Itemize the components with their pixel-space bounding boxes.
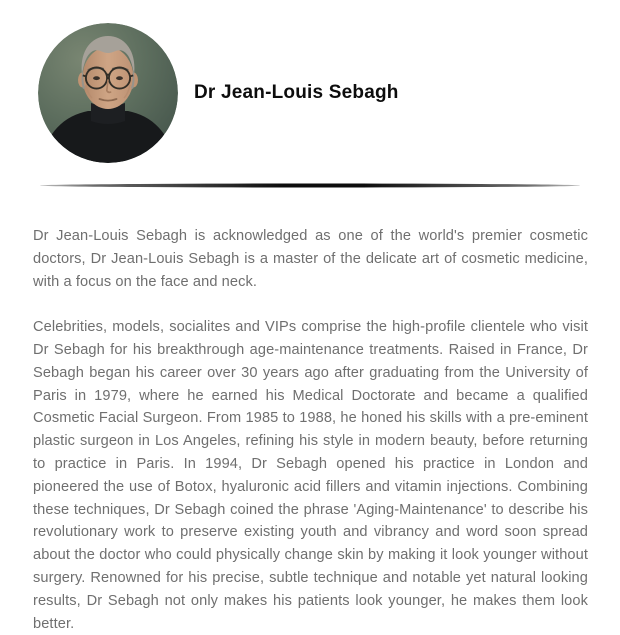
avatar: [38, 23, 178, 163]
doctor-portrait-image: [38, 23, 178, 163]
bio-paragraph-1: Dr Jean-Louis Sebagh is acknowledged as one of the world's premier cosmetic doctors, Dr Jean-Louis Sebagh is a master of the delicate art of cosmetic medicine, with a focus on the face and neck.: [33, 228, 588, 290]
profile-header: [38, 23, 399, 163]
page-title: Dr Jean-Louis Sebagh: [194, 82, 399, 103]
section-divider: [40, 181, 580, 190]
biography-text: [33, 225, 588, 635]
bio-paragraph-2: Celebrities, models, socialites and VIPs comprise the high-profile clientele who visit Dr Sebagh for his breakthrough age-maintenance treatments. Raised in France, Dr Sebagh began his career over 30 years ago after graduating from the University of Paris in 1979, where he earned his Medical Doctorate and became a qualified Cosmetic Facial Surgeon. From 1985 to 1988, he honed his skills with a pre-eminent plastic surgeon in Los Angeles, refining his style in modern beauty, before returning to practice in Paris. In 1994, Dr Sebagh opened his practice in London and pioneered the use of Botox, hyaluronic acid fillers and vitamin injections. Combining these techniques, Dr Sebagh coined the phrase 'Aging-Maintenance' to describe his revolutionary work to preserve existing youth and vibrancy and word soon spread about the doctor who could physically change skin by making it look younger without surgery. Renowned for his precise, subtle technique and notable yet natural looking results, Dr Sebagh not only makes his patients look younger, he makes them look better.: [33, 319, 588, 632]
divider-line: [40, 181, 580, 190]
